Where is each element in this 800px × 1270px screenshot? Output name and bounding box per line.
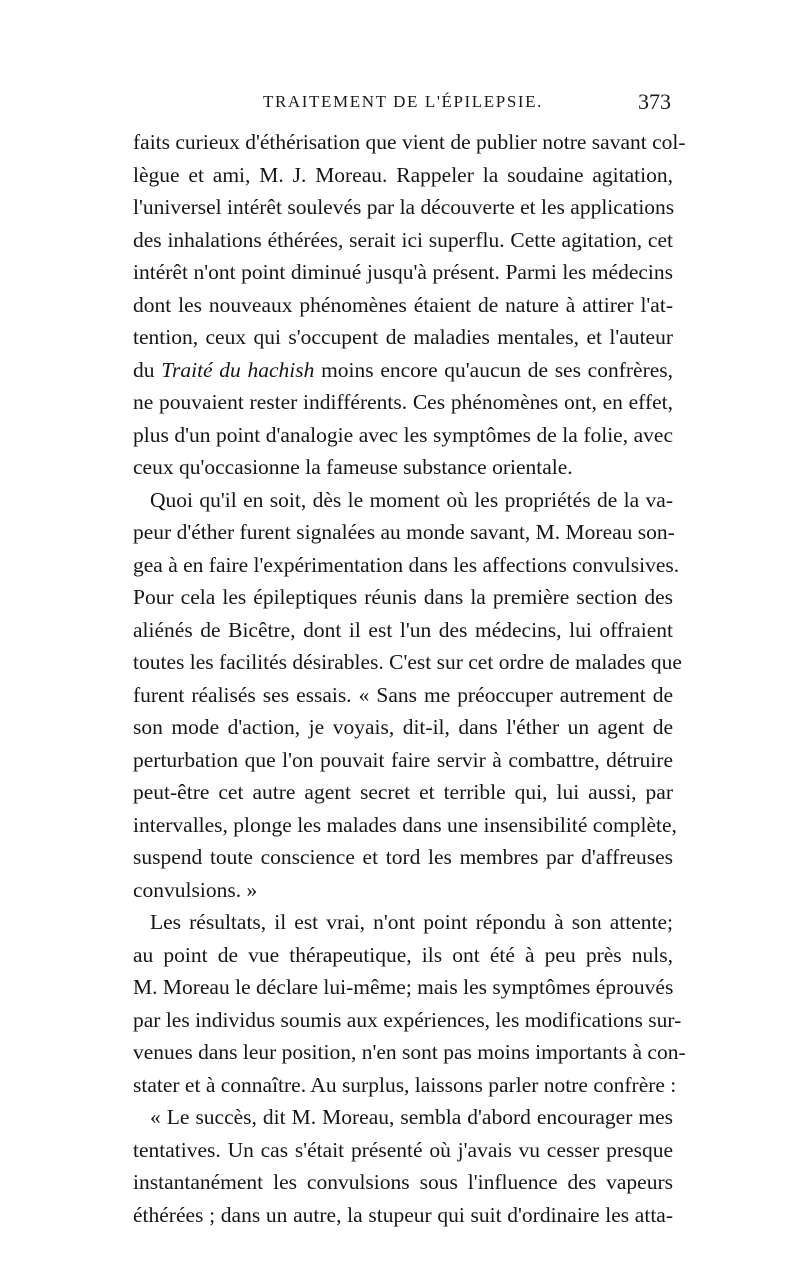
page-number: 373 — [638, 89, 671, 114]
running-title: TRAITEMENT DE L'ÉPILEPSIE. — [263, 92, 543, 111]
text-line: tention, ceux qui s'occupent de maladies mentales, et l'auteur — [133, 325, 673, 349]
text-line: Quoi qu'il en soit, dès le moment où les propriétés de la va- — [150, 487, 673, 512]
text-line: ne pouvaient rester indifférents. Ces phénomènes ont, en effet, — [133, 390, 673, 414]
text-line: aliénés de Bicêtre, dont il est l'un des médecins, lui offraient — [133, 617, 673, 642]
text-line: convulsions. » — [133, 877, 258, 902]
text-line: lègue et ami, M. J. Moreau. Rappeler la soudaine agitation, — [133, 162, 673, 187]
text-line: suspend toute conscience et tord les membres par d'affreuses — [133, 845, 673, 869]
text-line: Pour cela les épileptiques réunis dans la première section des — [133, 585, 673, 609]
text-line: par les individus soumis aux expériences, les modifications sur- — [133, 1007, 682, 1032]
text-line: peur d'éther furent signalées au monde savant, M. Moreau son- — [133, 520, 675, 544]
text-line: perturbation que l'on pouvait faire servir à combattre, détruire — [133, 747, 673, 772]
text-fragment: moins encore qu'aucun de ses confrères, — [321, 357, 674, 382]
text-line: Les résultats, il est vrai, n'ont point répondu à son attente; — [150, 910, 673, 934]
text-line: furent réalisés ses essais. « Sans me préoccuper autrement de — [133, 682, 673, 707]
text-line: plus d'un point d'analogie avec les symptômes de la folie, avec — [133, 422, 673, 447]
text-line: tentatives. Un cas s'était présenté où j'avais vu cesser presque — [133, 1137, 673, 1162]
page-header — [133, 89, 673, 118]
text-line: peut-être cet autre agent secret et terrible qui, lui aussi, par — [133, 780, 673, 804]
book-title-italic: Traité du hachish — [161, 357, 315, 382]
text-line: dont les nouveaux phénomènes étaient de nature à attirer l'at- — [133, 292, 673, 317]
text-line: intérêt n'ont point diminué jusqu'à présent. Parmi les médecins — [133, 260, 673, 284]
text-line: « Le succès, dit M. Moreau, sembla d'abord encourager mes — [150, 1105, 673, 1129]
text-line: stater et à connaître. Au surplus, laissons parler notre confrère : — [133, 1072, 677, 1097]
text-line: toutes les facilités désirables. C'est sur cet ordre de malades que — [133, 650, 682, 674]
text-line: éthérées ; dans un autre, la stupeur qui suit d'ordinaire les atta- — [133, 1202, 673, 1227]
text-line: gea à en faire l'expérimentation dans les affections convulsives. — [133, 552, 680, 577]
body-text — [133, 126, 686, 1231]
text-fragment: du — [133, 357, 155, 382]
text-line: venues dans leur position, n'en sont pas moins importants à con- — [133, 1040, 686, 1064]
text-line: l'universel intérêt soulevés par la découverte et les applications — [133, 195, 675, 219]
text-line: des inhalations éthérées, serait ici superflu. Cette agitation, cet — [133, 227, 673, 252]
text-line: instantanément les convulsions sous l'influence des vapeurs — [133, 1170, 673, 1194]
text-line: M. Moreau le déclare lui-même; mais les symptômes éprouvés — [133, 975, 674, 999]
text-line: au point de vue thérapeutique, ils ont été à peu près nuls, — [133, 942, 673, 967]
text-line: ceux qu'occasionne la fameuse substance orientale. — [133, 455, 573, 479]
text-line: son mode d'action, je voyais, dit-il, dans l'éther un agent de — [133, 715, 673, 739]
text-line: faits curieux d'éthérisation que vient de publier notre savant col- — [133, 130, 686, 154]
text-line — [133, 354, 673, 387]
text-line: intervalles, plonge les malades dans une insensibilité complète, — [133, 812, 677, 837]
